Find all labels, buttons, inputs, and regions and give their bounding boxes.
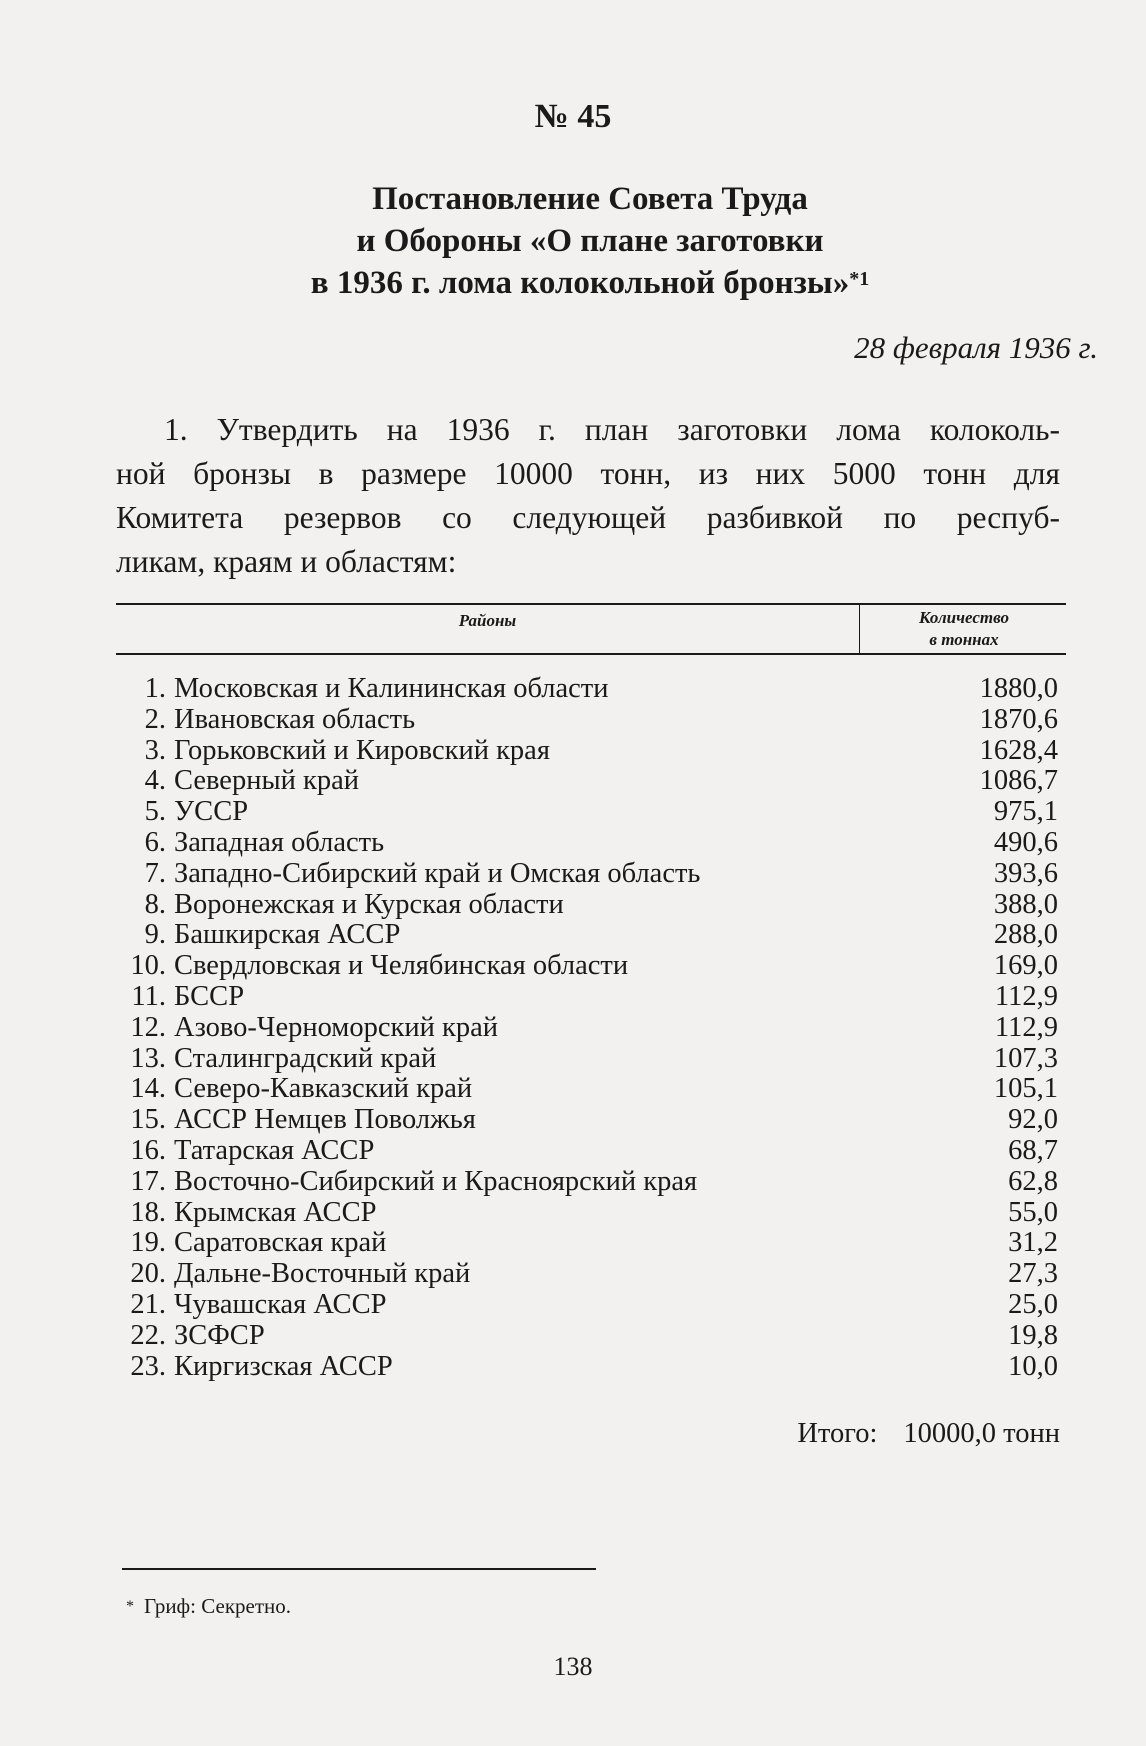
table-row bbox=[116, 1105, 1058, 1136]
table-row bbox=[116, 951, 1058, 982]
row-quantity: 68,7 bbox=[1008, 1134, 1058, 1166]
row-region-name: Чувашская АССР bbox=[174, 1288, 387, 1320]
table-row bbox=[116, 1198, 1058, 1229]
title-line-text: в 1936 г. лома колокольной бронзы» bbox=[310, 265, 850, 301]
column-header-quantity-line: в тоннах bbox=[929, 630, 999, 649]
row-quantity: 1870,6 bbox=[979, 703, 1058, 735]
table-row bbox=[116, 736, 1058, 767]
row-quantity: 388,0 bbox=[993, 888, 1058, 920]
row-region-name: Киргизская АССР bbox=[174, 1350, 393, 1382]
row-quantity: 19,8 bbox=[1008, 1319, 1058, 1351]
table-row bbox=[116, 797, 1058, 828]
row-region-name: Северный край bbox=[174, 765, 359, 797]
row-region-name: АССР Немцев Поволжья bbox=[174, 1104, 476, 1136]
row-quantity: 62,8 bbox=[1008, 1165, 1058, 1197]
row-number: 3. bbox=[144, 734, 166, 766]
row-region-name: Северо-Кавказский край bbox=[174, 1073, 473, 1105]
row-number: 23. bbox=[130, 1350, 166, 1382]
column-header-quantity-line: Количество bbox=[918, 608, 1010, 627]
footnote-mark: * bbox=[126, 1598, 134, 1615]
row-number: 12. bbox=[130, 1011, 166, 1043]
row-region-name: Московская и Калининская области bbox=[174, 673, 609, 704]
table-row bbox=[116, 674, 1058, 705]
row-region-name: Саратовская край bbox=[174, 1227, 387, 1259]
row-number: 7. bbox=[144, 857, 166, 889]
row-number: 10. bbox=[130, 950, 166, 982]
table-body bbox=[116, 674, 1058, 1382]
row-region-name: БССР bbox=[174, 980, 245, 1012]
row-region-name: Сталинградский край bbox=[174, 1042, 437, 1074]
table-row bbox=[116, 1167, 1058, 1198]
table-row bbox=[116, 1136, 1058, 1167]
total-label: Итого: bbox=[797, 1418, 878, 1449]
row-region-name: Татарская АССР bbox=[174, 1134, 375, 1166]
page-number: 138 bbox=[553, 1652, 593, 1681]
title-footnote-ref: *1 bbox=[849, 268, 870, 290]
table-row bbox=[116, 920, 1058, 951]
row-quantity: 107,3 bbox=[993, 1042, 1058, 1074]
row-number: 11. bbox=[131, 980, 166, 1012]
column-header-quantity bbox=[862, 605, 1066, 653]
row-region-name: Западно-Сибирский край и Омская область bbox=[174, 857, 701, 889]
row-quantity: 112,9 bbox=[994, 1011, 1058, 1043]
row-region-name: Горьковский и Кировский края bbox=[174, 734, 550, 766]
table-row bbox=[116, 982, 1058, 1013]
row-region-name: Восточно-Сибирский и Красноярский края bbox=[174, 1165, 698, 1197]
table-row bbox=[116, 766, 1058, 797]
row-number: 19. bbox=[130, 1227, 166, 1259]
footnote-divider bbox=[122, 1568, 596, 1570]
paragraph-line: 1. Утвердить на 1936 г. план заготовки лома колоколь- bbox=[164, 412, 1060, 447]
row-region-name: Ивановская область bbox=[174, 703, 416, 735]
row-quantity: 31,2 bbox=[1008, 1227, 1058, 1259]
row-number: 15. bbox=[130, 1104, 166, 1136]
row-number: 22. bbox=[130, 1319, 166, 1351]
row-quantity: 112,9 bbox=[994, 980, 1058, 1012]
row-number: 5. bbox=[144, 796, 166, 828]
row-region-name: ЗСФСР bbox=[174, 1319, 265, 1351]
row-number: 16. bbox=[130, 1134, 166, 1166]
row-quantity: 169,0 bbox=[993, 950, 1058, 982]
row-number: 13. bbox=[130, 1042, 166, 1074]
row-quantity: 27,3 bbox=[1008, 1258, 1058, 1290]
row-quantity: 92,0 bbox=[1008, 1104, 1058, 1136]
table-row bbox=[116, 1352, 1058, 1383]
paragraph-line: ликам, краям и областям: bbox=[116, 544, 457, 579]
row-number: 6. bbox=[144, 826, 166, 858]
row-quantity: 1880,0 bbox=[979, 673, 1058, 704]
row-number: 20. bbox=[130, 1258, 166, 1290]
row-number: 1. bbox=[144, 673, 166, 704]
row-quantity: 490,6 bbox=[993, 826, 1058, 858]
table-row bbox=[116, 1259, 1058, 1290]
row-region-name: Западная область bbox=[174, 826, 385, 858]
table-row bbox=[116, 1228, 1058, 1259]
paragraph-line: ной бронзы в размере 10000 тонн, из них 5000 тонн для bbox=[116, 456, 1060, 491]
row-quantity: 105,1 bbox=[993, 1073, 1058, 1105]
row-quantity: 10,0 bbox=[1008, 1350, 1058, 1382]
row-quantity: 55,0 bbox=[1008, 1196, 1058, 1228]
table-row bbox=[116, 1290, 1058, 1321]
row-quantity: 288,0 bbox=[993, 919, 1058, 951]
row-number: 17. bbox=[130, 1165, 166, 1197]
document-number: № 45 bbox=[534, 98, 612, 135]
row-region-name: Крымская АССР bbox=[174, 1196, 377, 1228]
row-region-name: Башкирская АССР bbox=[174, 919, 401, 951]
table-header bbox=[116, 603, 1066, 655]
row-number: 2. bbox=[144, 703, 166, 735]
row-number: 4. bbox=[144, 765, 166, 797]
row-region-name: Дальне-Восточный край bbox=[174, 1258, 471, 1290]
paragraph-line: Комитета резервов со следующей разбивкой по респуб- bbox=[116, 500, 1060, 535]
row-region-name: УССР bbox=[174, 796, 249, 828]
row-region-name: Воронежская и Курская области bbox=[174, 888, 564, 920]
body-paragraph bbox=[116, 408, 1060, 584]
row-quantity: 393,6 bbox=[993, 857, 1058, 889]
table-row bbox=[116, 890, 1058, 921]
row-quantity: 975,1 bbox=[993, 796, 1058, 828]
row-quantity: 1086,7 bbox=[979, 765, 1058, 797]
table-row bbox=[116, 1013, 1058, 1044]
footnote-text: Гриф: Секретно. bbox=[144, 1594, 292, 1618]
title-line bbox=[120, 262, 1060, 304]
row-region-name: Свердловская и Челябинская области bbox=[174, 950, 629, 982]
title-line: Постановление Совета Труда bbox=[372, 181, 808, 217]
table-row bbox=[116, 1321, 1058, 1352]
table-row bbox=[116, 705, 1058, 736]
table-row bbox=[116, 1044, 1058, 1075]
footnote bbox=[126, 1594, 291, 1619]
row-region-name: Азово-Черноморский край bbox=[174, 1011, 498, 1043]
row-number: 8. bbox=[144, 888, 166, 920]
row-quantity: 1628,4 bbox=[979, 734, 1058, 766]
title-line: и Обороны «О плане заготовки bbox=[356, 223, 824, 259]
row-number: 21. bbox=[130, 1288, 166, 1320]
table-row bbox=[116, 859, 1058, 890]
row-number: 14. bbox=[130, 1073, 166, 1105]
table-row bbox=[116, 828, 1058, 859]
column-header-region: Районы bbox=[116, 605, 860, 653]
document-title bbox=[120, 178, 1060, 304]
table-row bbox=[116, 1074, 1058, 1105]
table-total bbox=[797, 1418, 1060, 1450]
document-date: 28 февраля 1936 г. bbox=[854, 330, 1098, 365]
row-number: 18. bbox=[130, 1196, 166, 1228]
row-quantity: 25,0 bbox=[1008, 1288, 1058, 1320]
row-number: 9. bbox=[144, 919, 166, 951]
total-value: 10000,0 тонн bbox=[903, 1418, 1060, 1449]
